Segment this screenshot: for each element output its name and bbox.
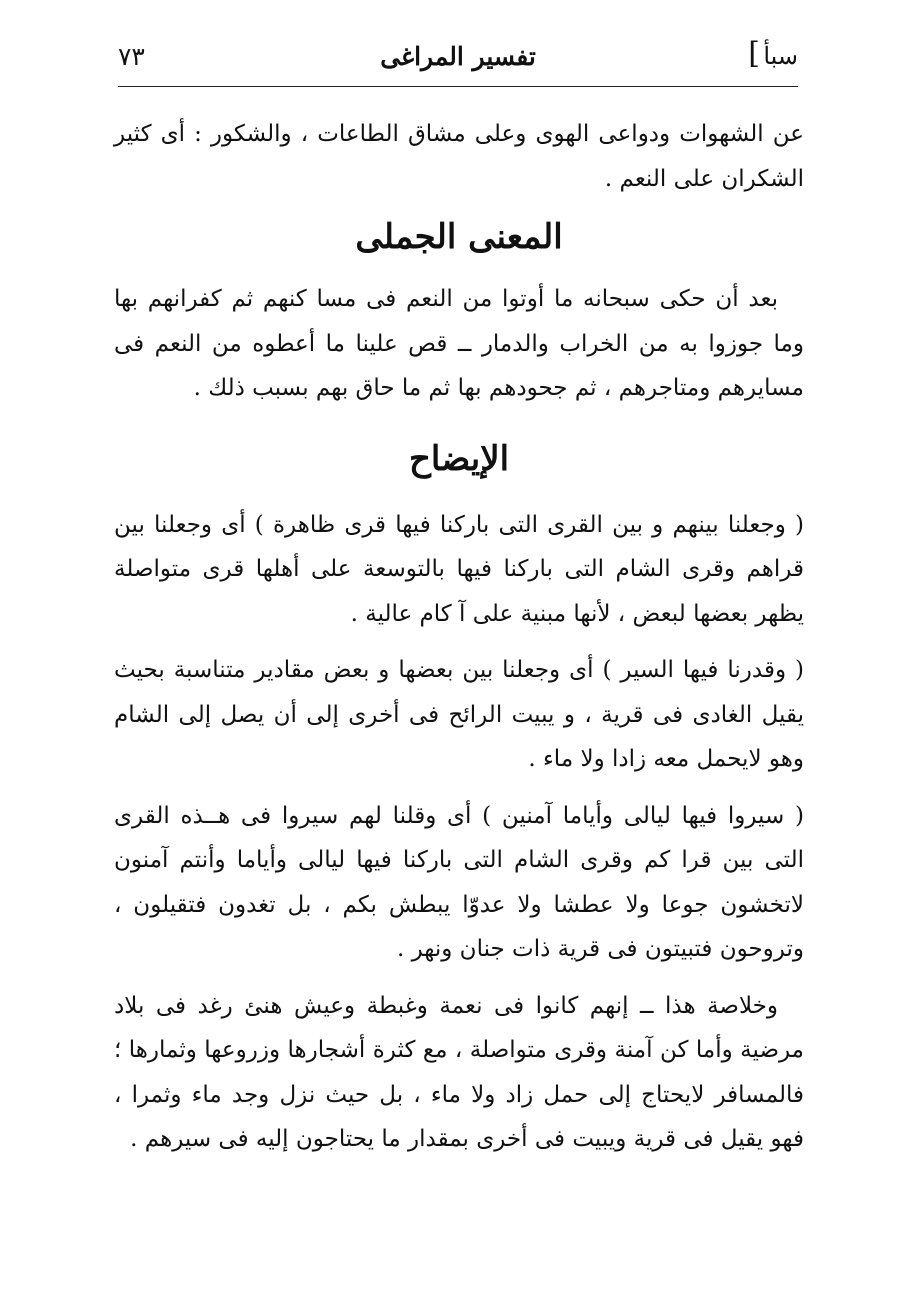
summary-paragraph: وخلاصة هذا ــ إنهم كانوا فى نعمة وغبطة وعيش هنئ رغد فى بلاد مرضية وأما كن آمنة وقرى متواصلة ، مع كثرة أشجارها وزروعها وثمارها ؛ فالمسافر لايحتاج إلى حمل زاد ولا ماء ، بل حيث نزل وجد ماء وثمرا ، فهو يقيل فى قرية ويبيت فى أخرى بمقدار ما يحتاجون إليه فى سيرهم .	[114, 992, 804, 1152]
header-bracket: ]	[748, 36, 760, 71]
explanation-paragraph: ( وقدرنا فيها السير ) أى وجعلنا بين بعضها و بعض مقادير متناسبة بحيث يقيل الغادى فى قرية ، و يبيت الرائح فى أخرى إلى أن يصل إلى الشام وهو لايحمل معه زادا ولا ماء .	[114, 657, 804, 772]
section-heading-explanation: الإيضاح	[408, 438, 510, 479]
page-content	[114, 112, 804, 1162]
intro-paragraph: عن الشهوات ودواعى الهوى وعلى مشاق الطاعات ، والشكور : أى كثير الشكران على النعم .	[114, 121, 804, 192]
explanation-paragraph: ( سيروا فيها ليالى وأياما آمنين ) أى وقلنا لهم سيروا فى هــذه القرى التى بين قرا كم وقرى الشام التى باركنا فيها ليالى وأياما وأنتم آمنون لاتخشون جوعا ولا عطشا ولا عدوّا يبطش بكم ، بل تغدون فتقيلون ، وتروحون فتبيتون فى قرية ذات جنان ونهر .	[114, 802, 804, 962]
section-heading-general-meaning: المعنى الجملى	[355, 217, 563, 257]
explanation-paragraph: ( وجعلنا بينهم و بين القرى التى باركنا فيها قرى ظاهرة ) أى وجعلنا بين قراهم وقرى الشام التى باركنا فيها بالتوسعة على أهلها قرى متواصلة يظهر بعضها لبعض ، لأنها مبنية على آ كام عالية .	[114, 511, 804, 627]
book-title: تفسير المراغى	[380, 42, 536, 71]
general-meaning-paragraph: بعد أن حكى سبحانه ما أوتوا من النعم فى مسا كنهم ثم كفرانهم بها وما جوزوا به من الخراب والدمار ــ قص علينا ما أعطوه من النعم فى مسايرهم ومتاجرهم ، ثم جحودهم بها ثم ما حاق بهم بسبب ذلك .	[114, 286, 804, 401]
page-number: ٧٣	[118, 42, 145, 71]
surah-name: سبأ	[763, 42, 798, 70]
page-header	[118, 34, 798, 87]
